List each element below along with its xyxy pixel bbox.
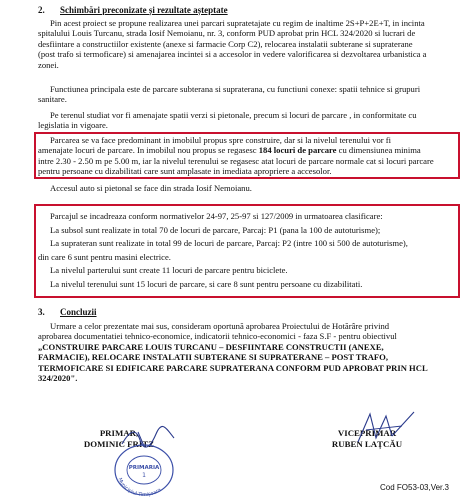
parking-summary-text bbox=[38, 135, 456, 177]
paragraph-line: Accesul auto si pietonal se face din strada Iosif Nemoianu. bbox=[50, 183, 252, 193]
paragraph-line: La nivelul parterului sunt create 11 locuri de parcare pentru biciclete. bbox=[50, 265, 288, 276]
paragraph-line: din care 6 sunt pentru masini electrice. bbox=[38, 251, 171, 262]
form-code: Cod FO53-03,Ver.3 bbox=[380, 483, 449, 492]
section-2-title: Schimbări preconizate și rezultate așteptate bbox=[60, 5, 228, 15]
section-2-paragraph-4 bbox=[50, 183, 452, 193]
paragraph-line-with-emphasis bbox=[38, 145, 456, 155]
section-3-number: 3. bbox=[38, 307, 45, 317]
paragraph-line: Parcarea se va face predominant in imobilul propus spre construire, dar si la nivelul terenului vor fi bbox=[50, 135, 392, 145]
deputy-mayor-handwritten-signature bbox=[352, 408, 422, 448]
paragraph-line: Functiunea principala este de parcare subterana si supraterana, cu functiuni conexe: spatii tehnice si grupuri bbox=[50, 84, 421, 94]
stamp-outer-text: Municipiul Timișoara bbox=[116, 477, 163, 498]
project-title-line: FARMACIE), RELOCARE INSTALATII SUBTERANE SI SUPRATERANE – POST TRAFO, bbox=[38, 352, 389, 363]
paragraph-line: intre 2.30 - 2.50 m pe 5.00 m, iar la nivelul terenului se regasesc atat locuri de parcare normale cat si locuri parcare bbox=[38, 155, 434, 166]
project-title-line: „CONSTRUIRE PARCARE LOUIS TURCANU – DESFIINTARE CONSTRUCTII (ANEXE, bbox=[38, 341, 384, 352]
paragraph-line: Parcajul se incadreaza conform normativelor 24-97, 25-97 si 127/2009 in urmatoarea clasificare: bbox=[50, 211, 383, 221]
paragraph-line: desfiintare a constructiilor existente (anexe si farmacie Corp C2), relocarea instalatii subterane si supraterane bbox=[38, 38, 413, 49]
paragraph-line: La suprateran sunt realizate in total 99 de locuri de parcare, Parcaj: P2 (intre 100 si 500 de autoturisme), bbox=[50, 238, 408, 249]
section-2-number: 2. bbox=[38, 5, 45, 15]
paragraph-line: (post trafo si termoficare) si amenajarea incintei si a accesolor in vedere valorificarea si dezvoltarea urbanistica a bbox=[38, 49, 427, 60]
paragraph-line: sanitare. bbox=[38, 94, 67, 105]
section-3-paragraph bbox=[38, 321, 452, 383]
section-3-heading bbox=[38, 307, 97, 317]
project-title-line: 324/2020". bbox=[38, 373, 78, 384]
section-2-heading bbox=[38, 5, 228, 15]
paragraph-line: zonei. bbox=[38, 59, 59, 70]
paragraph-line: aprobarea documentatiei tehnico-economice, indicatorii tehnico-economici - faza S.F - pentru obiectivul bbox=[38, 331, 397, 342]
deputy-mayor-role: VICEPRIMAR bbox=[337, 428, 397, 438]
mayor-name: DOMINIC FRITZ bbox=[83, 439, 155, 449]
section-2-paragraph-3 bbox=[38, 110, 452, 131]
paragraph-line: spitalului Louis Turcanu, strada Iosif Nemoianu, nr. 3, conform PUD aprobat prin HCL 324/2020 si lucrari de bbox=[38, 28, 416, 39]
stamp-center-text: PRIMARIA bbox=[128, 465, 160, 471]
paragraph-line: legislatia in vigoare. bbox=[38, 120, 108, 131]
paragraph-line: Urmare a celor prezentate mai sus, consideram oportună aprobarea Proiectului de Hotărâre privind bbox=[50, 321, 390, 331]
parking-classification-text bbox=[38, 210, 456, 292]
paragraph-line: Pe terenul studiat vor fi amenajate spatii verzi si pietonale, precum si locuri de parcare , in conformitate cu bbox=[50, 110, 417, 120]
paragraph-line: Pin acest proiect se propune realizarea unei parcari supratetajate cu regim de inaltime 2S+P+2E+T, in incinta bbox=[50, 18, 425, 28]
section-3-title: Concluzii bbox=[60, 307, 97, 317]
section-2-paragraph-1 bbox=[38, 18, 452, 70]
paragraph-line: La nivelul terenului sunt 15 locuri de parcare, si care 8 sunt pentru persoane cu dizabilitati. bbox=[50, 278, 363, 289]
text-span: amenajate locuri de parcare. In imobilul nou propus se regasesc bbox=[38, 145, 257, 156]
stamp-number: 1 bbox=[142, 472, 146, 479]
official-stamp bbox=[112, 442, 176, 498]
paragraph-line: pentru persoane cu dizabilitati care sunt amplasate in imediata apropriere a accesolor. bbox=[38, 166, 332, 177]
text-span: cu dimensiunea minima bbox=[338, 145, 421, 156]
parking-spaces-count: 184 locuri de parcare bbox=[258, 145, 337, 156]
mayor-role: PRIMAR, bbox=[99, 428, 139, 438]
project-title-line: TERMOFICARE SI EDIFICARE PARCARE SUPRATERANA CONFORM PUD APROBAT PRIN HCL bbox=[38, 362, 428, 373]
section-2-paragraph-2 bbox=[38, 84, 452, 105]
paragraph-line: La subsol sunt realizate in total 70 de locuri de parcare, Parcaj: P1 (pana la 100 de autoturisme); bbox=[50, 224, 381, 235]
deputy-mayor-name: RUBEN LAȚCĂU bbox=[331, 439, 403, 449]
